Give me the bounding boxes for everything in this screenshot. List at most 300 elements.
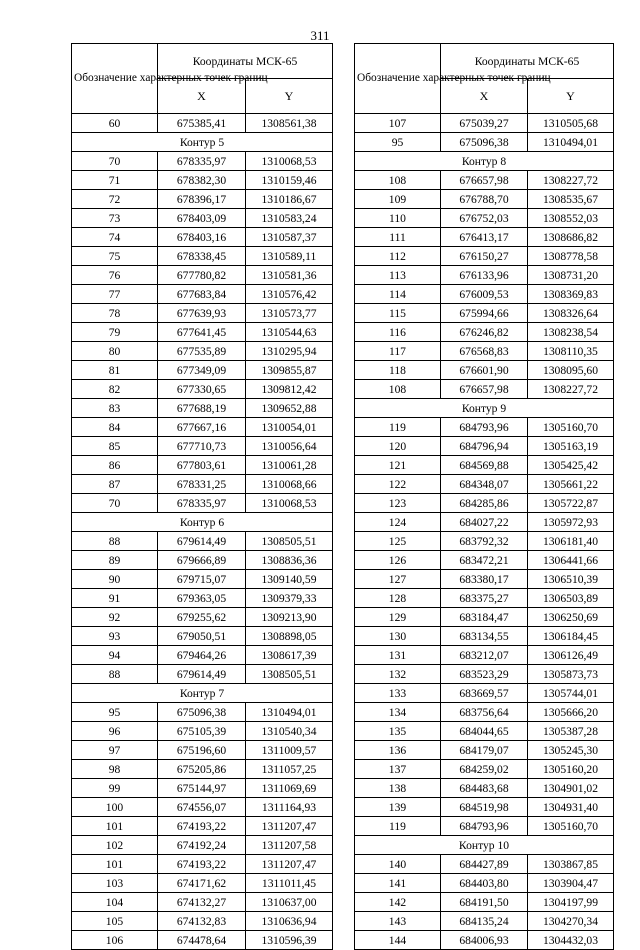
table-row: [72, 627, 333, 646]
y-coordinate-cell: 1308110,35: [528, 342, 614, 361]
y-coordinate-cell: 1309140,59: [246, 570, 333, 589]
table-row: [72, 931, 333, 950]
table-row: [355, 684, 614, 703]
point-id-cell: 75: [72, 247, 158, 266]
table-row: [355, 209, 614, 228]
x-coordinate-cell: 678403,16: [158, 228, 246, 247]
x-coordinate-cell: 675144,97: [158, 779, 246, 798]
point-id-cell: 104: [72, 893, 158, 912]
y-coordinate-cell: 1305163,19: [528, 437, 614, 456]
y-coordinate-cell: 1308898,05: [246, 627, 333, 646]
point-id-cell: 70: [72, 494, 158, 513]
x-coordinate-cell: 684403,80: [441, 874, 528, 893]
point-id-cell: 136: [355, 741, 441, 760]
x-coordinate-cell: 683380,17: [441, 570, 528, 589]
x-coordinate-cell: 677330,65: [158, 380, 246, 399]
y-coordinate-cell: 1305722,87: [528, 494, 614, 513]
y-coordinate-cell: 1310061,28: [246, 456, 333, 475]
y-coordinate-cell: 1309213,90: [246, 608, 333, 627]
y-coordinate-cell: 1310589,11: [246, 247, 333, 266]
table-row: [355, 171, 614, 190]
x-coordinate-cell: 675096,38: [441, 133, 528, 152]
point-id-cell: 71: [72, 171, 158, 190]
contour-label: Контур 6: [72, 513, 333, 532]
table-row: [72, 171, 333, 190]
point-id-cell: 133: [355, 684, 441, 703]
table-row: [355, 931, 614, 950]
table-row: [355, 722, 614, 741]
point-id-cell: 135: [355, 722, 441, 741]
y-coordinate-cell: 1308326,64: [528, 304, 614, 323]
y-coordinate-cell: 1310581,36: [246, 266, 333, 285]
table-row: [72, 114, 333, 133]
y-coordinate-cell: 1311207,58: [246, 836, 333, 855]
point-id-cell: 112: [355, 247, 441, 266]
x-coordinate-cell: 684793,96: [441, 817, 528, 836]
table-row: [72, 228, 333, 247]
point-id-cell: 98: [72, 760, 158, 779]
y-coordinate-cell: 1304901,02: [528, 779, 614, 798]
point-id-cell: 95: [355, 133, 441, 152]
table-row: [72, 741, 333, 760]
point-id-cell: 81: [72, 361, 158, 380]
y-coordinate-cell: 1306441,66: [528, 551, 614, 570]
point-id-cell: 100: [72, 798, 158, 817]
y-coordinate-cell: 1310576,42: [246, 285, 333, 304]
contour-row: [355, 399, 614, 418]
y-coordinate-cell: 1309379,33: [246, 589, 333, 608]
coordinates-table-right: [354, 43, 614, 950]
point-id-cell: 113: [355, 266, 441, 285]
point-id-cell: 99: [72, 779, 158, 798]
x-coordinate-cell: 674171,62: [158, 874, 246, 893]
y-coordinate-cell: 1311011,45: [246, 874, 333, 893]
contour-row: [355, 152, 614, 171]
point-id-cell: 116: [355, 323, 441, 342]
point-id-cell: 85: [72, 437, 158, 456]
y-coordinate-cell: 1310544,63: [246, 323, 333, 342]
point-id-cell: 130: [355, 627, 441, 646]
point-id-cell: 108: [355, 380, 441, 399]
point-id-cell: 108: [355, 171, 441, 190]
x-coordinate-cell: 684259,02: [441, 760, 528, 779]
y-coordinate-cell: 1310587,37: [246, 228, 333, 247]
x-coordinate-cell: 684006,93: [441, 931, 528, 950]
table-row: [72, 665, 333, 684]
y-coordinate-cell: 1311009,57: [246, 741, 333, 760]
point-id-cell: 76: [72, 266, 158, 285]
y-coordinate-cell: 1305160,70: [528, 817, 614, 836]
point-id-cell: 79: [72, 323, 158, 342]
contour-label: Контур 10: [355, 836, 614, 855]
table-row: [355, 456, 614, 475]
y-coordinate-cell: 1309855,87: [246, 361, 333, 380]
x-coordinate-cell: 676246,82: [441, 323, 528, 342]
table-row: [72, 266, 333, 285]
table-row: [355, 589, 614, 608]
y-coordinate-cell: 1304197,99: [528, 893, 614, 912]
x-coordinate-cell: 674193,22: [158, 855, 246, 874]
table-row: [72, 247, 333, 266]
x-coordinate-cell: 684796,94: [441, 437, 528, 456]
y-coordinate-cell: 1304432,03: [528, 931, 614, 950]
contour-row: [72, 133, 333, 152]
x-coordinate-cell: 678335,97: [158, 152, 246, 171]
y-coordinate-cell: 1308617,39: [246, 646, 333, 665]
x-coordinate-cell: 684191,50: [441, 893, 528, 912]
y-coordinate-cell: 1306510,39: [528, 570, 614, 589]
table-row: [355, 342, 614, 361]
x-coordinate-cell: 677683,84: [158, 285, 246, 304]
y-coordinate-cell: 1311069,69: [246, 779, 333, 798]
point-id-cell: 129: [355, 608, 441, 627]
point-id-cell: 125: [355, 532, 441, 551]
table-row: [355, 418, 614, 437]
point-id-cell: 92: [72, 608, 158, 627]
x-coordinate-cell: 675205,86: [158, 760, 246, 779]
table-row: [355, 190, 614, 209]
table-row: [72, 494, 333, 513]
y-coordinate-cell: 1310636,94: [246, 912, 333, 931]
y-coordinate-cell: 1310505,68: [528, 114, 614, 133]
point-id-cell: 88: [72, 532, 158, 551]
point-id-cell: 137: [355, 760, 441, 779]
table-row: [355, 817, 614, 836]
y-coordinate-cell: 1308238,54: [528, 323, 614, 342]
coordinates-table-left: [71, 43, 333, 950]
y-column-header: Y: [246, 79, 333, 114]
table-row: [355, 380, 614, 399]
table-row: [72, 836, 333, 855]
table-row: [72, 152, 333, 171]
y-coordinate-cell: 1310056,64: [246, 437, 333, 456]
point-id-cell: 70: [72, 152, 158, 171]
x-coordinate-cell: 676601,90: [441, 361, 528, 380]
point-id-cell: 122: [355, 475, 441, 494]
x-column-header: X: [441, 79, 528, 114]
point-id-cell: 119: [355, 817, 441, 836]
point-id-cell: 101: [72, 817, 158, 836]
x-coordinate-cell: 677349,09: [158, 361, 246, 380]
contour-label: Контур 7: [72, 684, 333, 703]
x-coordinate-cell: 678331,25: [158, 475, 246, 494]
table-row: [72, 912, 333, 931]
table-row: [72, 532, 333, 551]
x-coordinate-cell: 675196,60: [158, 741, 246, 760]
x-coordinate-cell: 684427,89: [441, 855, 528, 874]
x-coordinate-cell: 683669,57: [441, 684, 528, 703]
x-coordinate-cell: 676752,03: [441, 209, 528, 228]
y-coordinate-cell: 1304931,40: [528, 798, 614, 817]
table-row: [72, 608, 333, 627]
point-id-cell: 132: [355, 665, 441, 684]
point-id-cell: 126: [355, 551, 441, 570]
table-row: [72, 589, 333, 608]
table-row: [72, 779, 333, 798]
y-coordinate-cell: 1306250,69: [528, 608, 614, 627]
x-coordinate-cell: 674478,64: [158, 931, 246, 950]
table-row: [72, 380, 333, 399]
point-id-cell: 115: [355, 304, 441, 323]
table-row: [355, 551, 614, 570]
table-row: [355, 513, 614, 532]
point-id-cell: 74: [72, 228, 158, 247]
y-coordinate-cell: 1311057,25: [246, 760, 333, 779]
y-coordinate-cell: 1306503,89: [528, 589, 614, 608]
point-id-cell: 88: [72, 665, 158, 684]
x-coordinate-cell: 678403,09: [158, 209, 246, 228]
y-coordinate-cell: 1310494,01: [528, 133, 614, 152]
table-row: [355, 475, 614, 494]
point-id-cell: 131: [355, 646, 441, 665]
table-row: [72, 703, 333, 722]
y-coordinate-cell: 1308505,51: [246, 665, 333, 684]
x-coordinate-cell: 683472,21: [441, 551, 528, 570]
x-coordinate-cell: 684285,86: [441, 494, 528, 513]
table-row: [72, 475, 333, 494]
y-coordinate-cell: 1310186,67: [246, 190, 333, 209]
table-row: [355, 741, 614, 760]
y-coordinate-cell: 1304270,34: [528, 912, 614, 931]
x-coordinate-cell: 678396,17: [158, 190, 246, 209]
y-coordinate-cell: 1310494,01: [246, 703, 333, 722]
point-id-cell: 72: [72, 190, 158, 209]
y-coordinate-cell: 1305744,01: [528, 684, 614, 703]
y-coordinate-cell: 1308505,51: [246, 532, 333, 551]
point-id-cell: 142: [355, 893, 441, 912]
x-coordinate-cell: 674132,83: [158, 912, 246, 931]
x-coordinate-cell: 684179,07: [441, 741, 528, 760]
x-column-header: X: [158, 79, 246, 114]
x-coordinate-cell: 683212,07: [441, 646, 528, 665]
y-coordinate-cell: 1306126,49: [528, 646, 614, 665]
point-id-cell: 93: [72, 627, 158, 646]
table-row: [72, 399, 333, 418]
x-coordinate-cell: 683792,32: [441, 532, 528, 551]
point-id-cell: 78: [72, 304, 158, 323]
x-coordinate-cell: 679614,49: [158, 532, 246, 551]
x-coordinate-cell: 675994,66: [441, 304, 528, 323]
x-coordinate-cell: 684793,96: [441, 418, 528, 437]
x-coordinate-cell: 676009,53: [441, 285, 528, 304]
x-coordinate-cell: 674193,22: [158, 817, 246, 836]
point-id-cell: 96: [72, 722, 158, 741]
point-id-cell: 77: [72, 285, 158, 304]
table-row: [72, 760, 333, 779]
y-coordinate-cell: 1310068,53: [246, 152, 333, 171]
table-row: [355, 494, 614, 513]
y-coordinate-cell: 1310573,77: [246, 304, 333, 323]
x-coordinate-cell: 679715,07: [158, 570, 246, 589]
point-id-cell: 123: [355, 494, 441, 513]
y-column-header: Y: [528, 79, 614, 114]
point-id-cell: 105: [72, 912, 158, 931]
x-coordinate-cell: 674192,24: [158, 836, 246, 855]
table-row: [72, 285, 333, 304]
table-row: [355, 304, 614, 323]
table-row: [355, 266, 614, 285]
point-id-cell: 89: [72, 551, 158, 570]
table-row: [355, 703, 614, 722]
point-id-cell: 80: [72, 342, 158, 361]
y-coordinate-cell: 1310054,01: [246, 418, 333, 437]
x-coordinate-cell: 677641,45: [158, 323, 246, 342]
y-coordinate-cell: 1305245,30: [528, 741, 614, 760]
table-row: [355, 608, 614, 627]
x-coordinate-cell: 683523,29: [441, 665, 528, 684]
contour-row: [72, 513, 333, 532]
table-row: [355, 779, 614, 798]
x-coordinate-cell: 684569,88: [441, 456, 528, 475]
y-coordinate-cell: 1305160,70: [528, 418, 614, 437]
y-coordinate-cell: 1305666,20: [528, 703, 614, 722]
contour-row: [355, 836, 614, 855]
x-coordinate-cell: 675385,41: [158, 114, 246, 133]
point-id-cell: 121: [355, 456, 441, 475]
y-coordinate-cell: 1308535,67: [528, 190, 614, 209]
y-coordinate-cell: 1305160,20: [528, 760, 614, 779]
x-coordinate-cell: 684348,07: [441, 475, 528, 494]
y-coordinate-cell: 1305661,22: [528, 475, 614, 494]
x-coordinate-cell: 679666,89: [158, 551, 246, 570]
y-coordinate-cell: 1305387,28: [528, 722, 614, 741]
table-row: [72, 323, 333, 342]
y-coordinate-cell: 1303867,85: [528, 855, 614, 874]
table-row: [72, 342, 333, 361]
x-coordinate-cell: 674132,27: [158, 893, 246, 912]
point-id-cell: 110: [355, 209, 441, 228]
point-id-cell: 91: [72, 589, 158, 608]
point-id-cell: 106: [72, 931, 158, 950]
x-coordinate-cell: 684044,65: [441, 722, 528, 741]
contour-label: Контур 8: [355, 152, 614, 171]
x-coordinate-cell: 683375,27: [441, 589, 528, 608]
y-coordinate-cell: 1306181,40: [528, 532, 614, 551]
x-coordinate-cell: 677667,16: [158, 418, 246, 437]
y-coordinate-cell: 1309652,88: [246, 399, 333, 418]
table-row: [72, 209, 333, 228]
table-row: [72, 646, 333, 665]
table-row: [355, 133, 614, 152]
x-coordinate-cell: 679050,51: [158, 627, 246, 646]
point-id-cell: 140: [355, 855, 441, 874]
x-coordinate-cell: 677803,61: [158, 456, 246, 475]
y-coordinate-cell: 1310583,24: [246, 209, 333, 228]
x-coordinate-cell: 679255,62: [158, 608, 246, 627]
point-id-cell: 97: [72, 741, 158, 760]
point-id-cell: 73: [72, 209, 158, 228]
y-coordinate-cell: 1308227,72: [528, 171, 614, 190]
table-row: [72, 722, 333, 741]
point-id-cell: 102: [72, 836, 158, 855]
x-coordinate-cell: 676568,83: [441, 342, 528, 361]
point-id-cell: 82: [72, 380, 158, 399]
table-row: [355, 361, 614, 380]
point-id-cell: 103: [72, 874, 158, 893]
point-id-cell: 109: [355, 190, 441, 209]
y-coordinate-cell: 1308778,58: [528, 247, 614, 266]
point-id-cell: 84: [72, 418, 158, 437]
table-row: [355, 570, 614, 589]
x-coordinate-cell: 683184,47: [441, 608, 528, 627]
table-row: [355, 532, 614, 551]
coordinates-column-header: Координаты МСК-65: [158, 44, 333, 79]
y-coordinate-cell: 1308552,03: [528, 209, 614, 228]
x-coordinate-cell: 676788,70: [441, 190, 528, 209]
page-number: 311: [310, 28, 330, 43]
table-row: [72, 190, 333, 209]
x-coordinate-cell: 684483,68: [441, 779, 528, 798]
table-row: [72, 855, 333, 874]
point-id-cell: 87: [72, 475, 158, 494]
table-row: [355, 323, 614, 342]
x-coordinate-cell: 679363,05: [158, 589, 246, 608]
x-coordinate-cell: 676657,98: [441, 171, 528, 190]
table-row: [355, 874, 614, 893]
y-coordinate-cell: 1303904,47: [528, 874, 614, 893]
y-coordinate-cell: 1308561,38: [246, 114, 333, 133]
point-id-cell: 139: [355, 798, 441, 817]
table-row: [72, 893, 333, 912]
table-row: [72, 551, 333, 570]
point-id-cell: 114: [355, 285, 441, 304]
y-coordinate-cell: 1309812,42: [246, 380, 333, 399]
y-coordinate-cell: 1310637,00: [246, 893, 333, 912]
table-row: [72, 304, 333, 323]
x-coordinate-cell: 675039,27: [441, 114, 528, 133]
table-row: [355, 247, 614, 266]
table-row: [72, 874, 333, 893]
table-body-right: [355, 114, 614, 950]
x-coordinate-cell: 675096,38: [158, 703, 246, 722]
point-id-cell: 141: [355, 874, 441, 893]
point-id-cell: 117: [355, 342, 441, 361]
table-row: [72, 570, 333, 589]
table-body-left: [72, 114, 333, 950]
x-coordinate-cell: 679464,26: [158, 646, 246, 665]
table-row: [355, 114, 614, 133]
coordinates-column-header: Координаты МСК-65: [441, 44, 614, 79]
y-coordinate-cell: 1305873,73: [528, 665, 614, 684]
point-id-cell: 86: [72, 456, 158, 475]
x-coordinate-cell: 684519,98: [441, 798, 528, 817]
table-row: [355, 760, 614, 779]
y-coordinate-cell: 1310295,94: [246, 342, 333, 361]
y-coordinate-cell: 1311164,93: [246, 798, 333, 817]
table-row: [72, 361, 333, 380]
x-coordinate-cell: 684135,24: [441, 912, 528, 931]
x-coordinate-cell: 676413,17: [441, 228, 528, 247]
x-coordinate-cell: 677710,73: [158, 437, 246, 456]
table-row: [72, 418, 333, 437]
table-row: [72, 456, 333, 475]
point-id-cell: 101: [72, 855, 158, 874]
x-coordinate-cell: 675105,39: [158, 722, 246, 741]
x-coordinate-cell: 679614,49: [158, 665, 246, 684]
y-coordinate-cell: 1310596,39: [246, 931, 333, 950]
y-coordinate-cell: 1311207,47: [246, 855, 333, 874]
y-coordinate-cell: 1310540,34: [246, 722, 333, 741]
x-coordinate-cell: 676150,27: [441, 247, 528, 266]
contour-row: [72, 684, 333, 703]
table-row: [355, 893, 614, 912]
y-coordinate-cell: 1311207,47: [246, 817, 333, 836]
point-id-cell: 83: [72, 399, 158, 418]
point-id-cell: 118: [355, 361, 441, 380]
table-row: [355, 627, 614, 646]
y-coordinate-cell: 1310068,53: [246, 494, 333, 513]
table-row: [355, 646, 614, 665]
